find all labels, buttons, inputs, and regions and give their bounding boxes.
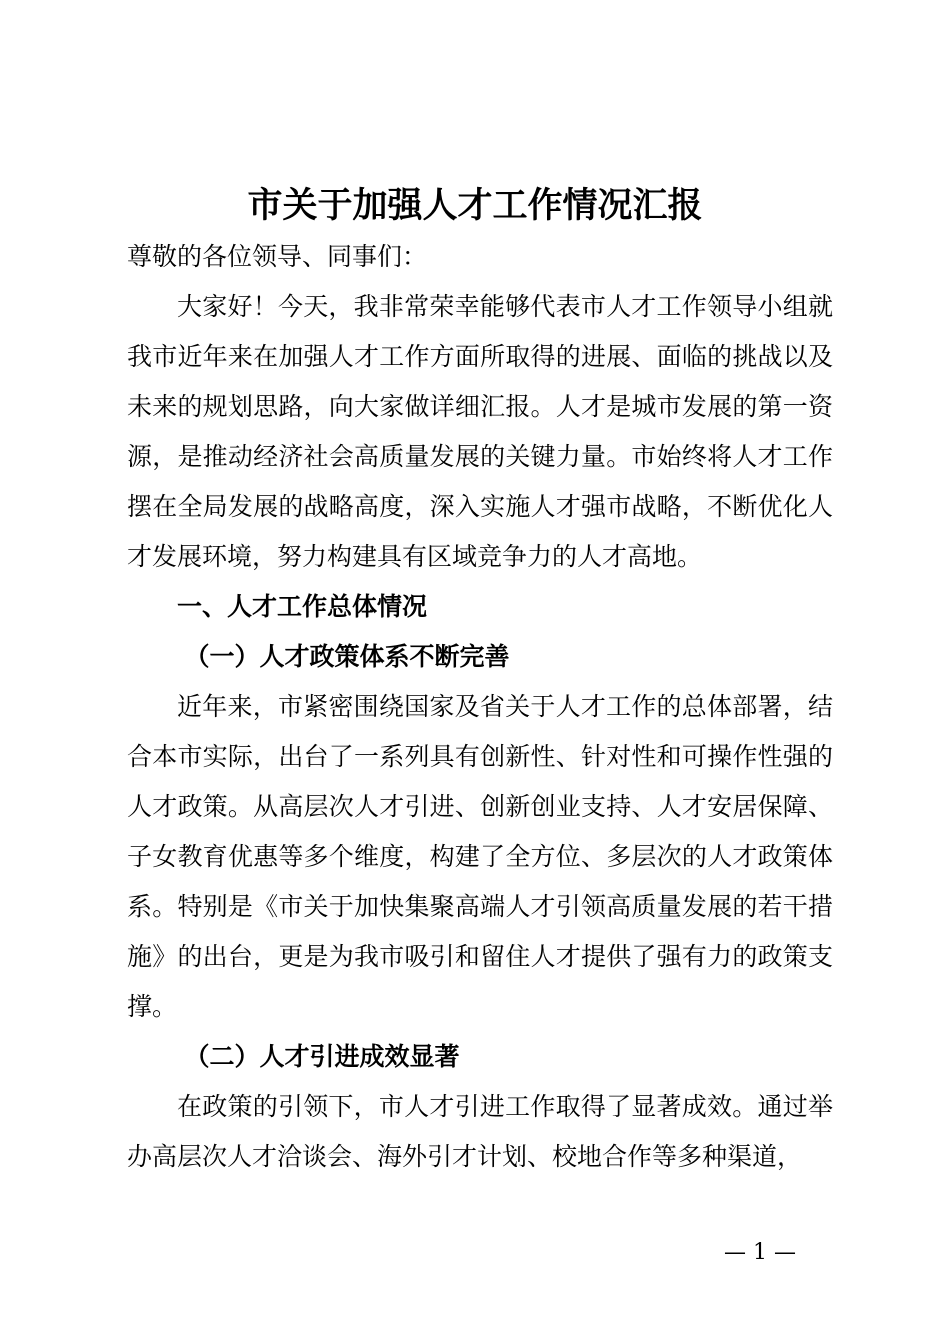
salutation: 尊敬的各位领导、同事们： (127, 242, 428, 271)
document-title: 市关于加强人才工作情况汇报 (247, 186, 703, 226)
subsection-heading-2: （二）人才引进成效显著 (184, 1042, 460, 1071)
document-body (127, 232, 833, 1182)
intro-paragraph: 大家好！今天，我非常荣幸能够代表市人才工作领导小组就我市近年来在加强人才工作方面所取得的进展、面临的挑战以及未来的规划思路，向大家做详细汇报。人才是城市发展的第一资源，是推动经济社会高质量发展的关键力量。市始终将人才工作摆在全局发展的战略高度，深入实施人才强市战略，不断优化人才发展环境，努力构建具有区域竞争力的人才高地。 (127, 292, 833, 571)
subsection-paragraph-2: 在政策的引领下，市人才引进工作取得了显著成效。通过举办高层次人才洽谈会、海外引才计划、校地合作等多种渠道， (127, 1092, 833, 1171)
subsection-heading-1: （一）人才政策体系不断完善 (184, 642, 510, 671)
page-number: — 1 — (724, 1240, 796, 1265)
section-heading-1: 一、人才工作总体情况 (177, 592, 428, 621)
subsection-paragraph-1: 近年来，市紧密围绕国家及省关于人才工作的总体部署，结合本市实际，出台了一系列具有创新性、针对性和可操作性强的人才政策。从高层次人才引进、创新创业支持、人才安居保障、子女教育优惠等多个维度，构建了全方位、多层次的人才政策体系。特别是《市关于加快集聚高端人才引领高质量发展的若干措施》的出台，更是为我市吸引和留住人才提供了强有力的政策支撑。 (127, 692, 833, 1021)
